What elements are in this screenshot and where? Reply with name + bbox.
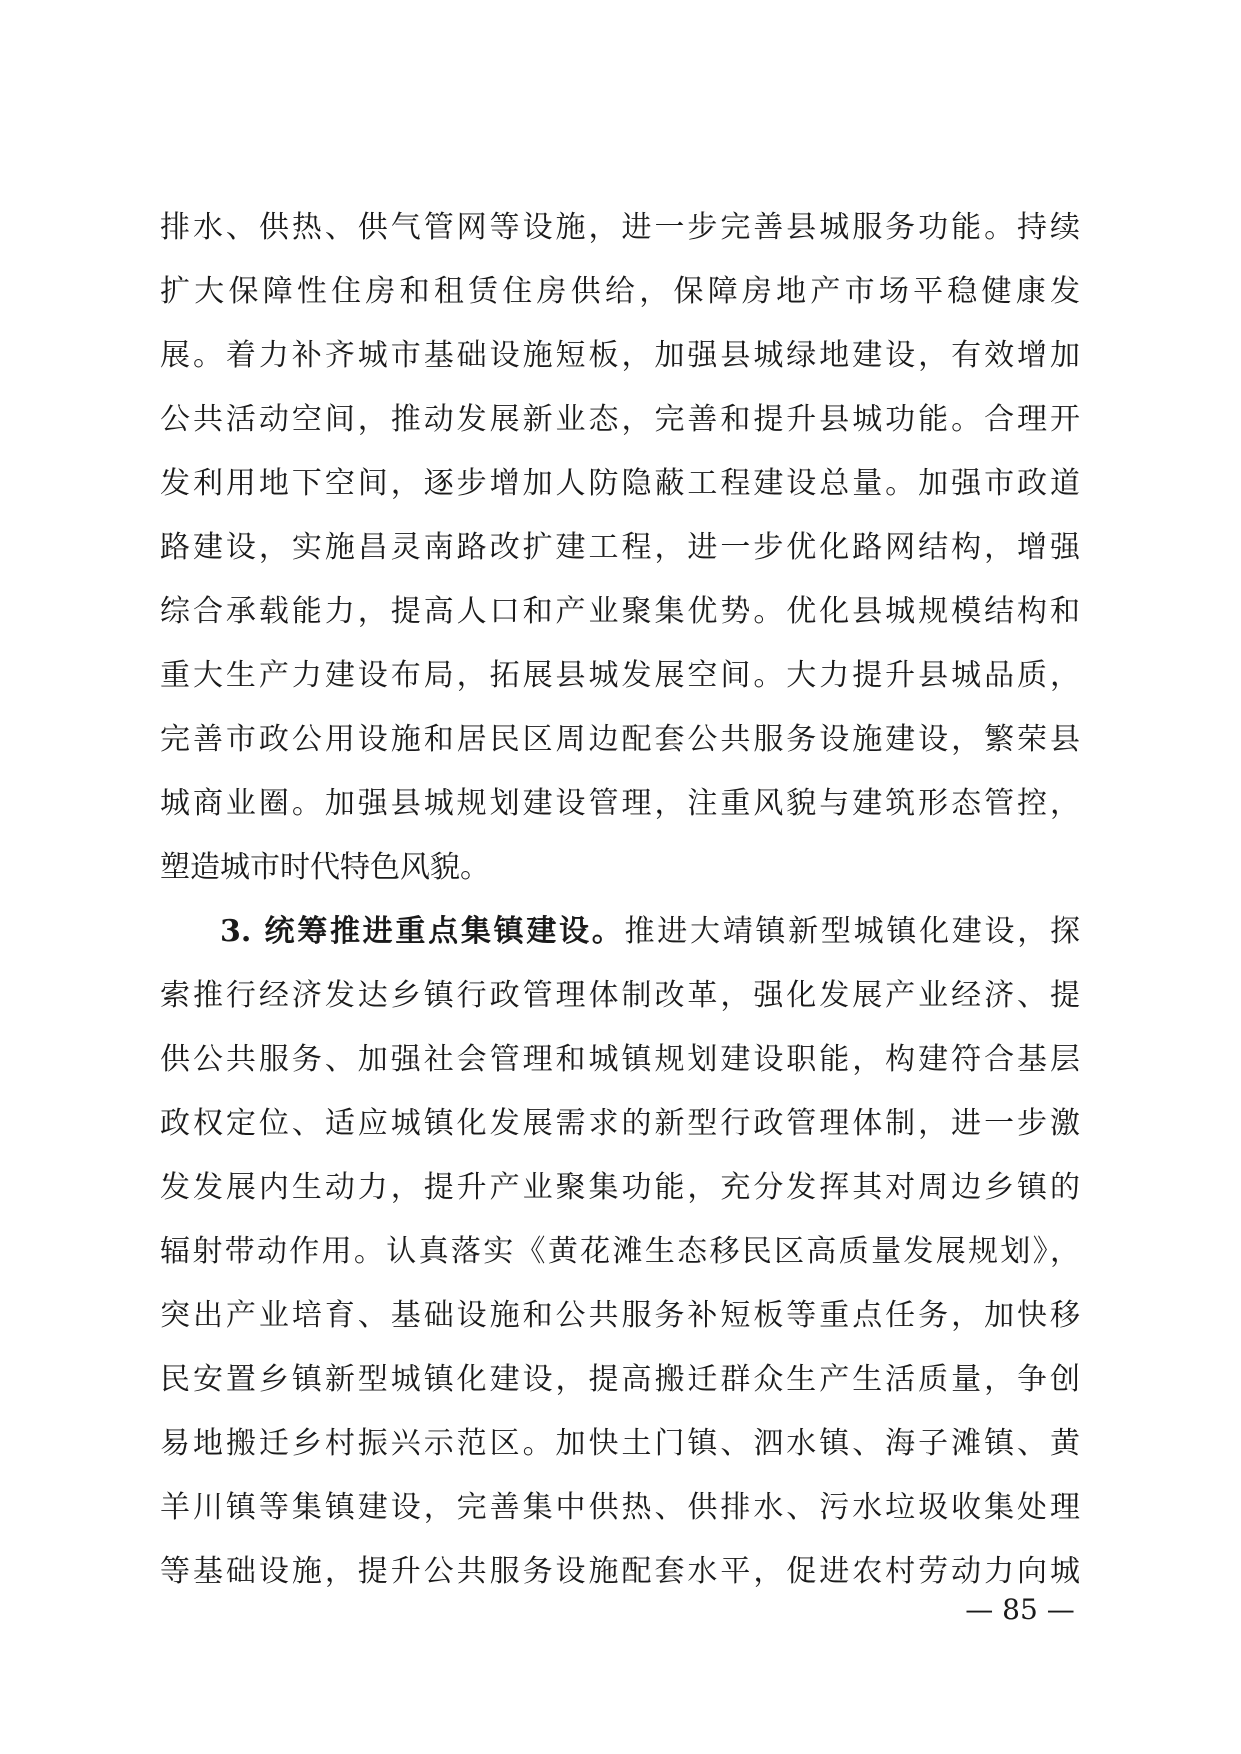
paragraph-line: 发发展内生动力，提升产业聚集功能，充分发挥其对周边乡镇的 bbox=[160, 1170, 1080, 1205]
paragraph-line: 政权定位、适应城镇化发展需求的新型行政管理体制，进一步激 bbox=[160, 1106, 1080, 1141]
paragraph-line: 发利用地下空间，逐步增加人防隐蔽工程建设总量。加强市政道 bbox=[160, 466, 1080, 501]
section-3-first-line bbox=[220, 900, 1080, 964]
paragraph-line: 扩大保障性住房和租赁住房供给，保障房地产市场平稳健康发 bbox=[160, 274, 1080, 309]
paragraph-line: 完善市政公用设施和居民区周边配套公共服务设施建设，繁荣县 bbox=[160, 722, 1080, 757]
page-number: — 85 — bbox=[965, 1593, 1075, 1626]
paragraph-line: 塑造城市时代特色风貌。 bbox=[160, 850, 490, 885]
paragraph-line: 等基础设施，提升公共服务设施配套水平，促进农村劳动力向城 bbox=[160, 1554, 1080, 1589]
paragraph-line: 展。着力补齐城市基础设施短板，加强县城绿地建设，有效增加 bbox=[160, 338, 1080, 373]
paragraph-line: 综合承载能力，提高人口和产业聚集优势。优化县城规模结构和 bbox=[160, 594, 1080, 629]
paragraph-line: 供公共服务、加强社会管理和城镇规划建设职能，构建符合基层 bbox=[160, 1042, 1080, 1077]
paragraph-line: 重大生产力建设布局，拓展县城发展空间。大力提升县城品质， bbox=[160, 658, 1080, 693]
paragraph-line: 易地搬迁乡村振兴示范区。加快土门镇、泗水镇、海子滩镇、黄 bbox=[160, 1426, 1080, 1461]
paragraph-line: 索推行经济发达乡镇行政管理体制改革，强化发展产业经济、提 bbox=[160, 978, 1080, 1013]
paragraph-line: 排水、供热、供气管网等设施，进一步完善县城服务功能。持续 bbox=[160, 210, 1080, 245]
paragraph-line: 辐射带动作用。认真落实《黄花滩生态移民区高质量发展规划》， bbox=[160, 1234, 1080, 1269]
section-3-heading: 3. 统筹推进重点集镇建设。 bbox=[220, 914, 625, 949]
paragraph-line: 公共活动空间，推动发展新业态，完善和提升县城功能。合理开 bbox=[160, 402, 1080, 437]
paragraph-line: 路建设，实施昌灵南路改扩建工程，进一步优化路网结构，增强 bbox=[160, 530, 1080, 565]
paragraph-line: 突出产业培育、基础设施和公共服务补短板等重点任务，加快移 bbox=[160, 1298, 1080, 1333]
section-3-first-line-text: 推进大靖镇新型城镇化建设，探 bbox=[624, 914, 1080, 949]
paragraph-line: 民安置乡镇新型城镇化建设，提高搬迁群众生产生活质量，争创 bbox=[160, 1362, 1080, 1397]
paragraph-line: 城商业圈。加强县城规划建设管理，注重风貌与建筑形态管控， bbox=[160, 786, 1080, 821]
paragraph-line: 羊川镇等集镇建设，完善集中供热、供排水、污水垃圾收集处理 bbox=[160, 1490, 1080, 1525]
